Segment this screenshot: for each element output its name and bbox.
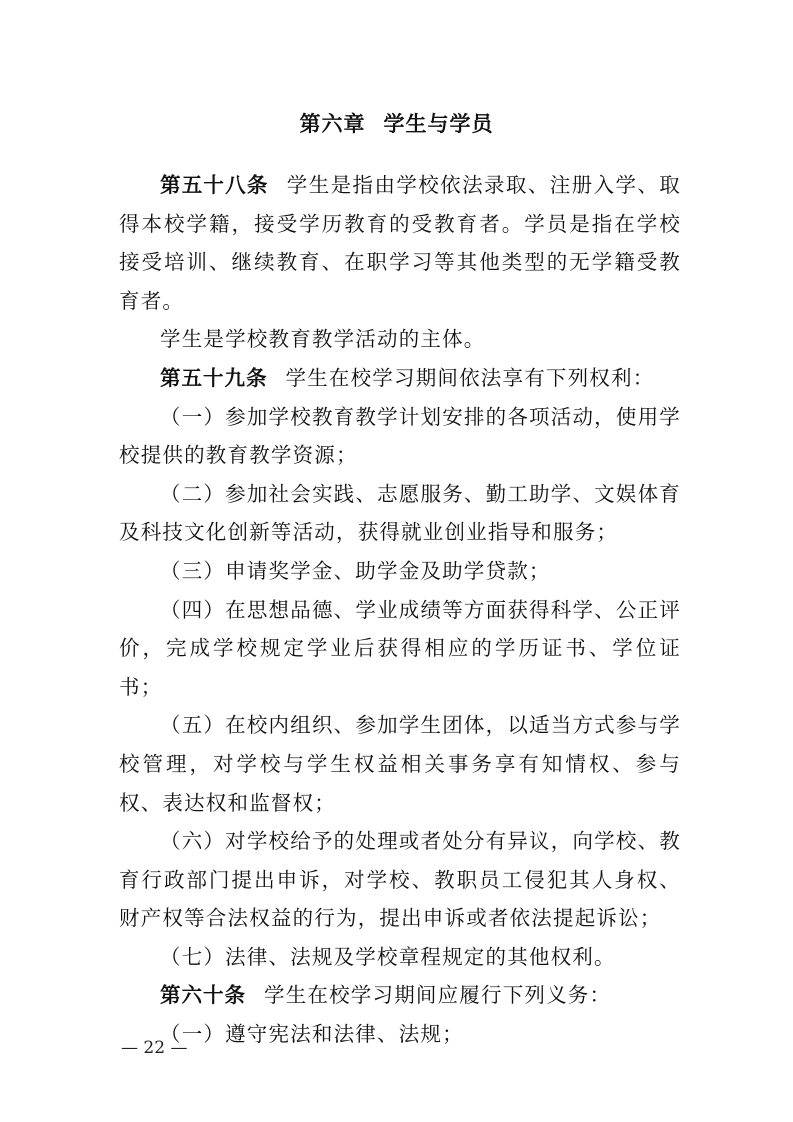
paragraph-text: （七）法律、法规及学校章程规定的其他权利。: [160, 944, 616, 969]
paragraph: [119, 976, 681, 1015]
paragraph: [119, 1015, 681, 1054]
paragraph-text: （一）遵守宪法和法律、法规；: [160, 1022, 464, 1047]
paragraph: [119, 938, 681, 977]
paragraph-text: （五）在校内组织、参加学生团体，以适当方式参与学校管理，对学校与学生权益相关事务享有知情权、参与权、表达权和监督权；: [119, 713, 681, 815]
paragraph-text: 学生在校学习期间依法享有下列权利：: [285, 365, 655, 390]
paragraph-text: 学生在校学习期间应履行下列义务：: [264, 983, 612, 1008]
chapter-number: 第六章: [299, 111, 366, 136]
paragraph: [119, 398, 681, 475]
paragraph: [119, 320, 681, 359]
paragraph: [119, 552, 681, 591]
paragraph-text: （六）对学校给予的处理或者处分有异议，向学校、教育行政部门提出申诉，对学校、教职员工侵犯其人身权、财产权等合法权益的行为，提出申诉或者依法提起诉讼；: [119, 829, 681, 931]
paragraph-text: 学生是学校教育教学活动的主体。: [160, 327, 486, 352]
article-number: 第五十八条: [160, 173, 269, 197]
paragraph: [119, 166, 681, 320]
paragraph-text: （四）在思想品德、学业成绩等方面获得科学、公正评价，完成学校规定学业后获得相应的学历证书、学位证书；: [119, 597, 681, 699]
paragraph: [119, 359, 681, 398]
page-number: — 22 —: [121, 1038, 188, 1058]
paragraph-text: （二）参加社会实践、志愿服务、勤工助学、文娱体育及科技文化创新等活动，获得就业创业指导和服务；: [119, 481, 681, 545]
paragraph-text: （三）申请奖学金、助学金及助学贷款；: [160, 558, 551, 583]
paragraph-text: （一）参加学校教育教学计划安排的各项活动，使用学校提供的教育教学资源；: [119, 404, 681, 468]
paragraph: [119, 475, 681, 552]
body-text: [119, 166, 681, 1054]
paragraph: [119, 706, 681, 822]
article-number: 第五十九条: [160, 365, 268, 390]
paragraph: [119, 591, 681, 707]
article-number: 第六十条: [160, 983, 246, 1008]
chapter-title: [0, 108, 793, 138]
paragraph-text: 学生是指由学校依法录取、注册入学、取得本校学籍，接受学历教育的受教育者。学员是指在学校接受培训、继续教育、在职学习等其他类型的无学籍受教育者。: [119, 173, 682, 313]
chapter-name: 学生与学员: [383, 111, 494, 136]
paragraph: [119, 822, 681, 938]
